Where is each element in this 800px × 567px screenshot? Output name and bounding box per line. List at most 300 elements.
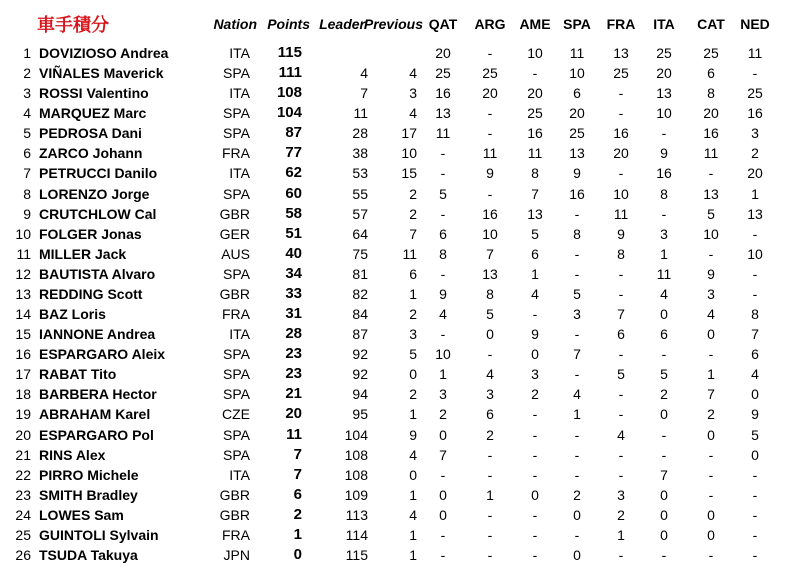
leader-gap-cell: 92 xyxy=(352,366,368,382)
position-cell: 5 xyxy=(23,125,31,141)
race-points-cell: - xyxy=(532,447,538,463)
race-points-cell: 5 xyxy=(617,366,625,382)
race-points-cell: - xyxy=(574,447,580,463)
nation-cell: SPA xyxy=(223,427,250,443)
race-points-cell: 11 xyxy=(703,145,719,161)
race-points-cell: 8 xyxy=(617,246,625,262)
race-points-cell: - xyxy=(618,266,624,282)
race-points-cell: 4 xyxy=(707,306,715,322)
race-points-cell: 0 xyxy=(707,527,715,543)
leader-gap-cell: 108 xyxy=(344,447,368,463)
previous-gap-cell: 1 xyxy=(409,487,417,503)
nation-cell: GBR xyxy=(219,286,250,302)
race-points-cell: 11 xyxy=(613,206,629,222)
race-points-cell: - xyxy=(574,366,580,382)
rider-name-cell: MARQUEZ Marc xyxy=(39,105,147,121)
race-points-cell: 20 xyxy=(656,65,672,81)
race-points-cell: 3 xyxy=(617,487,625,503)
race-points-cell: 11 xyxy=(527,145,543,161)
points-cell: 111 xyxy=(278,64,302,81)
points-cell: 6 xyxy=(293,486,302,503)
position-cell: 24 xyxy=(15,507,31,523)
race-points-cell: 20 xyxy=(569,105,585,121)
points-cell: 2 xyxy=(293,506,302,523)
race-points-cell: - xyxy=(752,547,758,563)
leader-gap-cell: 92 xyxy=(352,346,368,362)
race-points-cell: 13 xyxy=(569,145,585,161)
nation-cell: SPA xyxy=(223,386,250,402)
race-points-cell: 8 xyxy=(707,85,715,101)
race-points-cell: - xyxy=(661,346,667,362)
points-cell: 77 xyxy=(285,144,302,161)
race-points-cell: 3 xyxy=(531,366,539,382)
race-points-cell: 13 xyxy=(613,45,629,61)
race-points-cell: 0 xyxy=(707,427,715,443)
race-points-cell: - xyxy=(618,406,624,422)
nation-cell: SPA xyxy=(223,447,250,463)
race-points-cell: 16 xyxy=(747,105,763,121)
race-points-cell: 10 xyxy=(527,45,543,61)
race-points-cell: 0 xyxy=(439,507,447,523)
race-points-cell: 7 xyxy=(439,447,447,463)
nation-cell: SPA xyxy=(223,65,250,81)
nation-cell: GBR xyxy=(219,507,250,523)
rider-name-cell: LOWES Sam xyxy=(39,507,124,523)
points-cell: 62 xyxy=(285,164,302,181)
race-points-cell: - xyxy=(532,507,538,523)
race-points-cell: 20 xyxy=(703,105,719,121)
race-points-cell: - xyxy=(532,527,538,543)
position-cell: 14 xyxy=(15,306,31,322)
points-cell: 31 xyxy=(285,305,302,322)
position-cell: 1 xyxy=(23,45,31,61)
previous-gap-cell: 0 xyxy=(409,366,417,382)
previous-gap-cell: 2 xyxy=(409,186,417,202)
race-points-cell: - xyxy=(708,447,714,463)
position-cell: 15 xyxy=(15,326,31,342)
race-points-cell: - xyxy=(618,386,624,402)
race-points-cell: - xyxy=(574,427,580,443)
previous-gap-cell: 1 xyxy=(409,286,417,302)
rider-name-cell: RABAT Tito xyxy=(39,366,117,382)
race-points-cell: 1 xyxy=(751,186,759,202)
position-cell: 10 xyxy=(15,226,31,242)
race-points-cell: 10 xyxy=(656,105,672,121)
leader-gap-cell: 115 xyxy=(345,547,368,563)
previous-gap-cell: 4 xyxy=(409,65,417,81)
points-cell: 115 xyxy=(277,44,302,61)
points-cell: 28 xyxy=(285,325,302,342)
race-points-cell: 7 xyxy=(617,306,625,322)
race-points-cell: 16 xyxy=(613,125,629,141)
race-points-cell: 16 xyxy=(569,186,585,202)
race-points-cell: 10 xyxy=(569,65,585,81)
previous-gap-cell: 4 xyxy=(409,447,417,463)
race-points-cell: 7 xyxy=(707,386,715,402)
rider-name-cell: ABRAHAM Karel xyxy=(39,406,151,422)
race-points-cell: 0 xyxy=(531,487,539,503)
rider-name-cell: ESPARGARO Aleix xyxy=(39,346,166,362)
race-points-cell: 0 xyxy=(707,507,715,523)
leader-gap-cell: 104 xyxy=(344,427,368,443)
race-points-cell: 3 xyxy=(660,226,668,242)
nation-cell: ITA xyxy=(229,45,250,61)
points-cell: 34 xyxy=(285,265,302,282)
race-points-cell: 5 xyxy=(751,427,759,443)
previous-gap-cell: 11 xyxy=(402,246,417,262)
previous-gap-cell: 9 xyxy=(409,427,417,443)
race-points-cell: 7 xyxy=(660,467,668,483)
points-cell: 104 xyxy=(276,104,302,121)
points-cell: 21 xyxy=(285,385,302,402)
previous-gap-cell: 4 xyxy=(409,507,417,523)
race-points-cell: - xyxy=(487,186,493,202)
rider-name-cell: TSUDA Takuya xyxy=(39,547,138,563)
race-points-cell: 13 xyxy=(703,186,719,202)
race-points-cell: 5 xyxy=(531,226,539,242)
race-points-cell: 6 xyxy=(439,226,447,242)
position-cell: 25 xyxy=(15,527,31,543)
race-points-cell: 13 xyxy=(527,206,543,222)
previous-gap-cell: 2 xyxy=(409,386,417,402)
race-points-cell: 11 xyxy=(482,145,498,161)
race-points-cell: 7 xyxy=(486,246,494,262)
race-points-cell: - xyxy=(661,427,667,443)
rider-name-cell: IANNONE Andrea xyxy=(39,326,156,342)
rider-name-cell: FOLGER Jonas xyxy=(39,226,142,242)
race-points-cell: 13 xyxy=(747,206,763,222)
race-points-cell: - xyxy=(618,165,624,181)
race-points-cell: 4 xyxy=(573,386,581,402)
header-race: CAT xyxy=(697,16,725,32)
race-points-cell: 4 xyxy=(439,306,447,322)
rider-name-cell: BARBERA Hector xyxy=(39,386,157,402)
points-cell: 87 xyxy=(285,124,302,141)
rider-name-cell: ROSSI Valentino xyxy=(39,85,149,101)
race-points-cell: 10 xyxy=(613,186,629,202)
race-points-cell: 11 xyxy=(656,266,672,282)
race-points-cell: 0 xyxy=(573,507,581,523)
race-points-cell: 13 xyxy=(656,85,672,101)
position-cell: 26 xyxy=(15,547,31,563)
nation-cell: SPA xyxy=(223,186,250,202)
race-points-cell: - xyxy=(661,447,667,463)
race-points-cell: 2 xyxy=(531,386,539,402)
race-points-cell: 5 xyxy=(660,366,668,382)
race-points-cell: 1 xyxy=(617,527,625,543)
header-race: ITA xyxy=(653,16,675,32)
previous-gap-cell: 5 xyxy=(409,346,417,362)
race-points-cell: 9 xyxy=(707,266,715,282)
race-points-cell: - xyxy=(618,547,624,563)
leader-gap-cell: 28 xyxy=(352,125,368,141)
race-points-cell: - xyxy=(487,447,493,463)
points-cell: 23 xyxy=(285,365,302,382)
previous-gap-cell: 17 xyxy=(401,125,417,141)
position-cell: 16 xyxy=(15,346,31,362)
race-points-cell: 20 xyxy=(527,85,543,101)
leader-gap-cell: 57 xyxy=(352,206,368,222)
points-cell: 11 xyxy=(286,426,302,443)
race-points-cell: 11 xyxy=(747,45,763,61)
race-points-cell: 10 xyxy=(435,346,451,362)
race-points-cell: 10 xyxy=(482,226,498,242)
nation-cell: AUS xyxy=(221,246,250,262)
nation-cell: CZE xyxy=(222,406,250,422)
nation-cell: SPA xyxy=(223,266,250,282)
previous-gap-cell: 10 xyxy=(401,145,417,161)
race-points-cell: - xyxy=(487,346,493,362)
position-cell: 19 xyxy=(15,406,31,422)
race-points-cell: - xyxy=(752,266,758,282)
rider-name-cell: LORENZO Jorge xyxy=(39,186,150,202)
rider-name-cell: DOVIZIOSO Andrea xyxy=(39,45,169,61)
nation-cell: SPA xyxy=(223,366,250,382)
race-points-cell: 0 xyxy=(751,447,759,463)
position-cell: 12 xyxy=(15,266,31,282)
race-points-cell: 4 xyxy=(486,366,494,382)
race-points-cell: - xyxy=(708,246,714,262)
previous-gap-cell: 1 xyxy=(409,547,417,563)
race-points-cell: 2 xyxy=(486,427,494,443)
previous-gap-cell xyxy=(360,43,417,63)
race-points-cell: - xyxy=(487,507,493,523)
race-points-cell: - xyxy=(661,547,667,563)
points-cell: 0 xyxy=(293,546,302,563)
header-race: AME xyxy=(519,16,551,32)
race-points-cell: 5 xyxy=(573,286,581,302)
leader-gap-cell: 114 xyxy=(345,527,368,543)
race-points-cell: - xyxy=(532,467,538,483)
race-points-cell: 25 xyxy=(747,85,763,101)
race-points-cell: - xyxy=(487,527,493,543)
header-race: QAT xyxy=(428,16,458,32)
race-points-cell: 7 xyxy=(751,326,759,342)
position-cell: 2 xyxy=(23,65,31,81)
race-points-cell: 1 xyxy=(531,266,539,282)
race-points-cell: 11 xyxy=(569,45,585,61)
nation-cell: ITA xyxy=(229,326,250,342)
race-points-cell: 16 xyxy=(435,85,451,101)
race-points-cell: 9 xyxy=(439,286,447,302)
previous-gap-cell: 2 xyxy=(409,306,417,322)
nation-cell: FRA xyxy=(222,527,250,543)
race-points-cell: 1 xyxy=(573,406,581,422)
header-points: Points xyxy=(267,16,310,32)
rider-name-cell: MILLER Jack xyxy=(39,246,127,262)
race-points-cell: 0 xyxy=(531,346,539,362)
race-points-cell: 0 xyxy=(751,386,759,402)
nation-cell: FRA xyxy=(222,306,250,322)
race-points-cell: - xyxy=(487,105,493,121)
standings-title: 車手積分 xyxy=(37,15,109,35)
race-points-cell: 6 xyxy=(573,85,581,101)
race-points-cell: 6 xyxy=(486,406,494,422)
race-points-cell: - xyxy=(574,266,580,282)
race-points-cell: 2 xyxy=(617,507,625,523)
points-cell: 20 xyxy=(285,405,302,422)
race-points-cell: 10 xyxy=(747,246,763,262)
race-points-cell: 13 xyxy=(482,266,498,282)
race-points-cell: 6 xyxy=(660,326,668,342)
rider-name-cell: ZARCO Johann xyxy=(39,145,143,161)
race-points-cell: 0 xyxy=(486,326,494,342)
race-points-cell: - xyxy=(440,527,446,543)
race-points-cell: 6 xyxy=(617,326,625,342)
race-points-cell: - xyxy=(574,467,580,483)
rider-name-cell: PIRRO Michele xyxy=(39,467,139,483)
race-points-cell: 25 xyxy=(482,65,498,81)
race-points-cell: - xyxy=(661,206,667,222)
header-race: FRA xyxy=(606,16,636,32)
position-cell: 18 xyxy=(15,386,31,402)
rider-name-cell: GUINTOLI Sylvain xyxy=(39,527,159,543)
race-points-cell: 0 xyxy=(573,547,581,563)
previous-gap-cell: 2 xyxy=(409,206,417,222)
race-points-cell: 3 xyxy=(573,306,581,322)
nation-cell: ITA xyxy=(229,85,250,101)
points-cell: 7 xyxy=(293,446,302,463)
nation-cell: SPA xyxy=(223,105,250,121)
previous-gap-cell: 7 xyxy=(409,226,417,242)
race-points-cell: 20 xyxy=(747,165,763,181)
race-points-cell: 25 xyxy=(656,45,672,61)
race-points-cell: 4 xyxy=(531,286,539,302)
leader-gap-cell: 95 xyxy=(352,406,368,422)
nation-cell: GER xyxy=(219,226,250,242)
previous-gap-cell: 3 xyxy=(409,85,417,101)
header-leader: Leader xyxy=(319,16,365,32)
points-cell: 23 xyxy=(285,345,302,362)
race-points-cell: - xyxy=(752,527,758,543)
race-points-cell: - xyxy=(618,346,624,362)
header-race: SPA xyxy=(563,16,591,32)
race-points-cell: - xyxy=(532,547,538,563)
race-points-cell: 4 xyxy=(660,286,668,302)
race-points-cell: - xyxy=(532,406,538,422)
race-points-cell: 9 xyxy=(751,406,759,422)
race-points-cell: 4 xyxy=(617,427,625,443)
race-points-cell: 2 xyxy=(707,406,715,422)
race-points-cell: 16 xyxy=(656,165,672,181)
points-cell: 51 xyxy=(285,225,302,242)
race-points-cell: 10 xyxy=(703,226,719,242)
race-points-cell: - xyxy=(708,547,714,563)
previous-gap-cell: 3 xyxy=(409,326,417,342)
race-points-cell: 7 xyxy=(531,186,539,202)
race-points-cell: - xyxy=(618,447,624,463)
race-points-cell: 16 xyxy=(703,125,719,141)
previous-gap-cell: 6 xyxy=(409,266,417,282)
points-cell: 40 xyxy=(285,245,302,262)
leader-gap-cell: 87 xyxy=(352,326,368,342)
race-points-cell: 25 xyxy=(613,65,629,81)
leader-gap-cell: 55 xyxy=(352,186,368,202)
position-cell: 11 xyxy=(16,246,31,262)
race-points-cell: - xyxy=(574,246,580,262)
race-points-cell: - xyxy=(752,65,758,81)
race-points-cell: - xyxy=(618,85,624,101)
race-points-cell: 1 xyxy=(486,487,494,503)
race-points-cell: - xyxy=(532,427,538,443)
race-points-cell: 3 xyxy=(707,286,715,302)
leader-gap-cell: 4 xyxy=(360,65,368,81)
race-points-cell: 16 xyxy=(482,206,498,222)
race-points-cell: 6 xyxy=(531,246,539,262)
race-points-cell: 4 xyxy=(751,366,759,382)
position-cell: 8 xyxy=(23,186,31,202)
rider-name-cell: BAZ Loris xyxy=(39,306,106,322)
previous-gap-cell: 1 xyxy=(409,406,417,422)
race-points-cell: - xyxy=(752,467,758,483)
points-cell: 33 xyxy=(285,285,302,302)
leader-gap-cell: 38 xyxy=(352,145,368,161)
race-points-cell: 9 xyxy=(617,226,625,242)
race-points-cell: 5 xyxy=(439,186,447,202)
previous-gap-cell: 0 xyxy=(409,467,417,483)
leader-gap-cell: 64 xyxy=(352,226,368,242)
leader-gap-cell: 75 xyxy=(352,246,368,262)
points-cell: 58 xyxy=(285,205,302,222)
race-points-cell: - xyxy=(752,487,758,503)
points-cell: 60 xyxy=(285,185,302,202)
race-points-cell: 3 xyxy=(751,125,759,141)
race-points-cell: - xyxy=(752,286,758,302)
header-previous: Previous xyxy=(363,16,423,32)
race-points-cell: - xyxy=(487,547,493,563)
rider-name-cell: REDDING Scott xyxy=(39,286,143,302)
leader-gap-cell: 109 xyxy=(344,487,368,503)
race-points-cell: 0 xyxy=(660,487,668,503)
nation-cell: SPA xyxy=(223,125,250,141)
nation-cell: ITA xyxy=(229,467,250,483)
race-points-cell: 25 xyxy=(569,125,585,141)
race-points-cell: 3 xyxy=(486,386,494,402)
race-points-cell: 9 xyxy=(531,326,539,342)
race-points-cell: 7 xyxy=(573,346,581,362)
race-points-cell: 0 xyxy=(439,487,447,503)
race-points-cell: 0 xyxy=(660,527,668,543)
race-points-cell: 20 xyxy=(613,145,629,161)
nation-cell: JPN xyxy=(223,547,250,563)
leader-gap-cell: 108 xyxy=(344,467,368,483)
rider-name-cell: ESPARGARO Pol xyxy=(39,427,154,443)
race-points-cell: - xyxy=(708,346,714,362)
header-nation: Nation xyxy=(213,16,257,32)
race-points-cell: 6 xyxy=(751,346,759,362)
rider-name-cell: SMITH Bradley xyxy=(39,487,138,503)
rider-name-cell: CRUTCHLOW Cal xyxy=(39,206,157,222)
race-points-cell: - xyxy=(532,65,538,81)
race-points-cell: - xyxy=(440,266,446,282)
previous-gap-cell: 4 xyxy=(409,105,417,121)
race-points-cell: - xyxy=(618,286,624,302)
points-cell: 108 xyxy=(276,84,302,101)
position-cell: 4 xyxy=(23,105,31,121)
leader-gap-cell: 113 xyxy=(345,507,368,523)
race-points-cell: - xyxy=(532,306,538,322)
race-points-cell: - xyxy=(752,226,758,242)
race-points-cell: 0 xyxy=(660,507,668,523)
leader-gap-cell: 7 xyxy=(360,85,368,101)
race-points-cell: - xyxy=(487,45,493,61)
race-points-cell: 8 xyxy=(439,246,447,262)
rider-name-cell: BAUTISTA Alvaro xyxy=(39,266,156,282)
race-points-cell: 0 xyxy=(660,306,668,322)
race-points-cell: 9 xyxy=(573,165,581,181)
position-cell: 21 xyxy=(15,447,31,463)
position-cell: 17 xyxy=(15,366,31,382)
